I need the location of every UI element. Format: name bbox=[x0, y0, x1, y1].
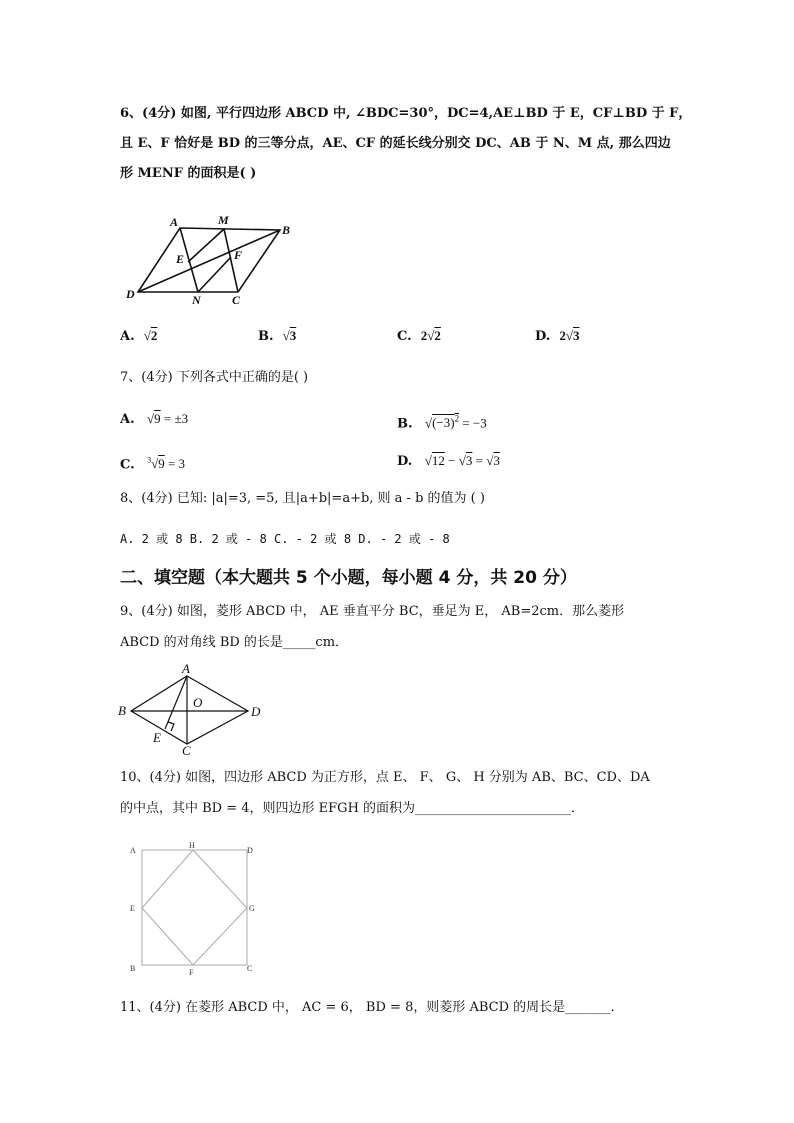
q6-label-m: M bbox=[218, 213, 229, 227]
q6-label-d: D bbox=[126, 287, 135, 301]
q6-option-d: D. 2√3 bbox=[535, 328, 580, 344]
q9-label-b: B bbox=[118, 703, 126, 718]
q6-line3: 形 MENF 的面积是( ) bbox=[120, 166, 257, 181]
q7-option-d: D. √12 − √3 = √3 bbox=[397, 453, 500, 469]
q8-options: A. 2 或 8 B. 2 或 - 8 C. - 2 或 8 D. - 2 或 - 8 bbox=[120, 532, 450, 546]
section-header-fill-in: 二、填空题（本大题共 5 个小题，每小题 4 分，共 20 分） bbox=[120, 568, 577, 588]
q10-label-h: H bbox=[189, 841, 195, 850]
q8-stem: 8、(4分) 已知: |a|=3, =5, 且|a+b|=a+b, 则 a - b 的值为 ( ) bbox=[120, 491, 485, 506]
q10-line1: 10、(4分) 如图，四边形 ABCD 为正方形，点 E、 F、 G、 H 分别为 AB、BC、CD、DA bbox=[120, 770, 650, 785]
q10-label-a: A bbox=[130, 846, 136, 855]
q7-option-c: C. $^3$√9 = 3 bbox=[120, 456, 186, 473]
q10-label-e: E bbox=[130, 904, 135, 913]
q9-label-e: E bbox=[153, 730, 161, 745]
q9-line1: 9、(4分) 如图，菱形 ABCD 中， AE 垂直平分 BC，垂足为 E， AB=2cm．那么菱形 bbox=[120, 604, 625, 619]
q7-option-a: A. √9 = ±3 bbox=[120, 411, 189, 427]
q6-line1: 6、(4分) 如图, 平行四边形 ABCD 中, ∠BDC=30°，DC=4,AE⊥BD 于 E，CF⊥BD 于 F， bbox=[120, 106, 692, 121]
q9-label-c: C bbox=[182, 743, 191, 758]
q6-label-b: B bbox=[282, 223, 291, 237]
q6-label-a: A bbox=[170, 215, 179, 229]
q10-label-f: F bbox=[189, 968, 194, 977]
q7-stem: 7、(4分) 下列各式中正确的是( ) bbox=[120, 370, 309, 385]
q10-square-figure bbox=[125, 840, 265, 980]
q6-line2: 且 E、F 恰好是 BD 的三等分点，AE、CF 的延长线分别交 DC、AB 于 N、M 点, 那么四边 bbox=[120, 136, 671, 151]
q7-option-b: B. $√(-3)^2 = -3$ bbox=[397, 414, 487, 432]
q6-option-b: B. √3 bbox=[258, 328, 297, 344]
q10-label-c: C bbox=[247, 964, 253, 973]
q10-label-g: G bbox=[249, 904, 255, 913]
q9-label-d: D bbox=[251, 704, 261, 719]
q6-option-c: C. 2√2 bbox=[397, 328, 441, 344]
q9-line2: ABCD 的对角线 BD 的长是_____cm． bbox=[120, 635, 349, 650]
q6-parallelogram-figure bbox=[120, 210, 300, 310]
q10-line2: 的中点，其中 BD = 4，则四边形 EFGH 的面积为________________________． bbox=[120, 801, 585, 816]
q9-label-a: A bbox=[182, 661, 190, 676]
q6-label-f: F bbox=[234, 248, 243, 262]
q6-option-a: A. √2 bbox=[120, 328, 158, 344]
q9-label-o: O bbox=[193, 695, 203, 710]
q9-rhombus-figure bbox=[115, 662, 275, 757]
q10-label-d: D bbox=[247, 846, 253, 855]
q6-label-n: N bbox=[192, 293, 201, 307]
q11-line1: 11、(4分) 在菱形 ABCD 中， AC = 6， BD = 8，则菱形 ABCD 的周长是_______． bbox=[120, 1000, 624, 1015]
q10-label-b: B bbox=[130, 964, 136, 973]
q6-label-e: E bbox=[176, 252, 185, 266]
q6-label-c: C bbox=[232, 293, 241, 307]
